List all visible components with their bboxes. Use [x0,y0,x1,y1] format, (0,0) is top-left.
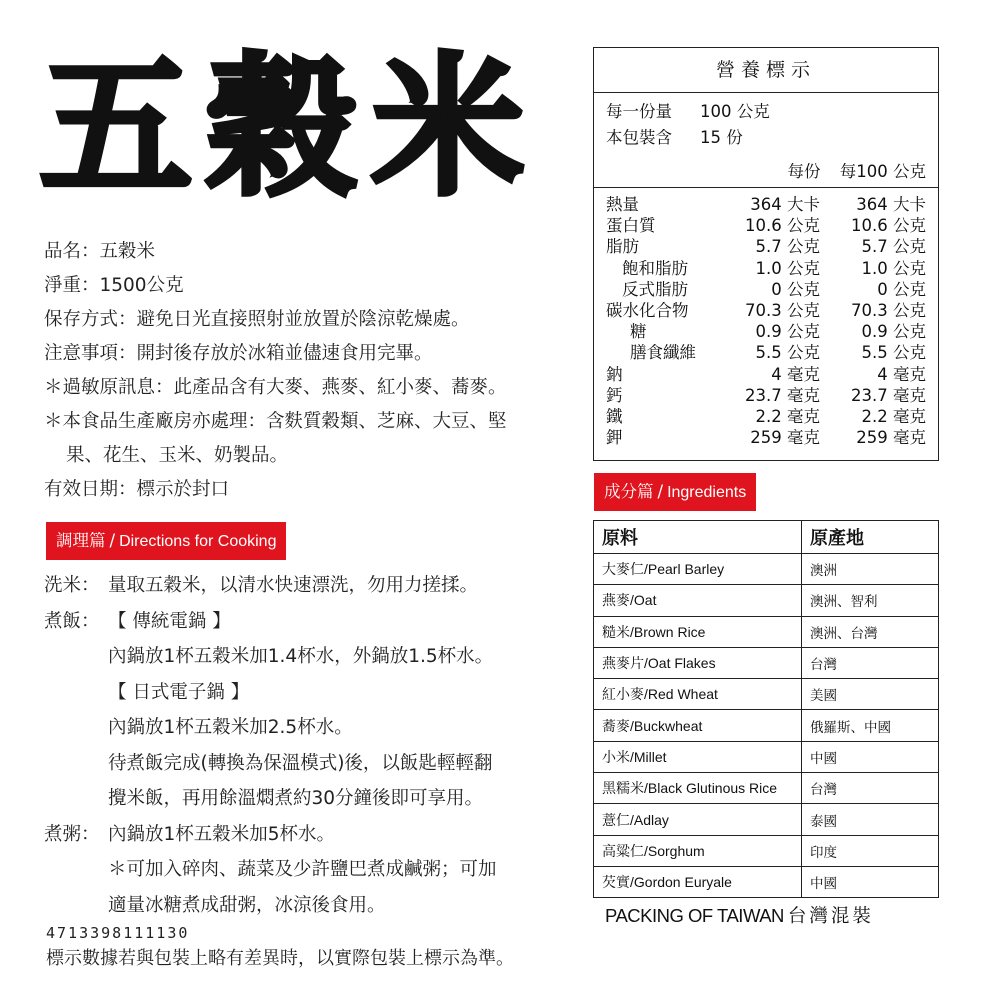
table-row [594,554,939,585]
ingredient-name: 高粱仁/Sorghum [594,835,802,866]
factory-info-cont: 果、花生、玉米、奶製品。 [66,445,289,466]
ingredients-table [593,520,939,898]
net-weight: 淨重：1500公克 [44,275,184,296]
nutrient-per-100g: 4 毫克 [877,364,926,384]
nutrition-facts-box [593,47,939,461]
servings-row [606,125,926,151]
nutrient-name: 鐵 [606,407,623,427]
nutrient-per-100g: 70.3 公克 [851,301,926,321]
table-row [594,741,939,772]
porridge-note2: 適量冰糖煮成甜粥，冰涼後食用。 [108,894,386,916]
ingredients-table-body [594,554,939,898]
nutrition-row [606,385,926,406]
nutrition-row [606,364,926,385]
ingredient-name: 紅小麥/Red Wheat [594,679,802,710]
nutrition-row [606,279,926,300]
nutrient-per-100g: 1.0 公克 [861,258,926,278]
nutrient-per-serving: 5.5 公克 [755,343,820,363]
header-origin: 原產地 [802,521,939,554]
nutrient-per-serving: 5.7 公克 [755,237,820,257]
nutrient-per-100g: 259 毫克 [856,428,926,448]
cooking-tag-en: Directions for Cooking [119,533,277,550]
nutrient-name: 鈉 [606,364,623,384]
nutrient-per-100g: 364 大卡 [856,195,926,214]
nutrient-name: 碳水化合物 [606,301,689,321]
ingredient-name: 薏仁/Adlay [594,804,802,835]
ingredient-origin: 俄羅斯、中國 [802,710,939,741]
ingredient-origin: 中國 [802,741,939,772]
table-row [594,804,939,835]
ingredient-name: 芡實/Gordon Euryale [594,866,802,897]
nutrient-per-serving: 0 公克 [771,279,820,299]
table-row [594,679,939,710]
factory-info: ＊本食品生產廠房亦處理：含麩質穀類、芝麻、大豆、堅 [44,411,507,432]
table-row [594,710,939,741]
wash-text: 量取五穀米，以清水快速漂洗，勿用力搓揉。 [108,575,479,596]
nutrient-per-serving: 2.2 毫克 [755,407,820,427]
nutrition-row [606,300,926,321]
disclaimer: 標示數據若與包裝上略有差異時，以實際包裝上標示為準。 [46,948,514,969]
nutrient-per-serving: 259 毫克 [750,428,820,448]
ingredients-tag-en: Ingredients [667,484,747,501]
ingredient-origin: 中國 [802,866,939,897]
ingredient-origin: 台灣 [802,647,939,678]
cook-japanese-text2: 待煮飯完成(轉換為保溫模式)後，以飯匙輕輕翻 [108,752,493,774]
ingredient-origin: 澳洲 [802,554,939,585]
nutrient-per-100g: 0.9 公克 [861,322,926,342]
nutrient-name: 蛋白質 [606,216,656,236]
nutrition-row [606,406,926,427]
ingredient-name: 黑糯米/Black Glutinous Rice [594,773,802,804]
ingredient-origin: 泰國 [802,804,939,835]
cooking-directions [44,568,584,923]
column-per-serving: 每份 [787,162,821,181]
packing-zh: 台灣混裝 [787,906,874,927]
table-row [594,647,939,678]
ingredients-tag-zh: 成分篇 [604,482,654,501]
ingredient-origin: 台灣 [802,773,939,804]
wash-step [44,568,584,604]
ingredient-name: 糙米/Brown Rice [594,616,802,647]
title-char: 五 [40,39,192,216]
notice: 注意事項：開封後存放於冰箱並儘速食用完畢。 [44,343,433,364]
nutrition-row [606,342,926,363]
cooking-section-tag [46,522,286,560]
serving-label: 每一份量 [606,102,672,121]
ingredient-origin: 印度 [802,835,939,866]
nutrient-name: 反式脂肪 [622,279,688,299]
nutrient-name: 膳食纖維 [630,343,696,363]
packing-en: PACKING OF TAIWAN [605,905,784,926]
porridge-note1: ＊可加入碎肉、蔬菜及少許鹽巴煮成鹹粥；可加 [108,859,497,880]
nutrient-per-serving: 0.9 公克 [755,322,820,342]
nutrient-per-100g: 0 公克 [877,279,926,299]
cook-traditional-text: 內鍋放1杯五穀米加1.4杯水，外鍋放1.5杯水。 [108,646,494,667]
product-info [44,235,584,507]
nutrition-column-headers [774,159,927,185]
nutrient-per-100g: 23.7 毫克 [851,385,926,405]
table-header-row [594,521,939,554]
ingredient-origin: 澳洲、台灣 [802,616,939,647]
ingredients-section-tag [594,473,756,511]
barcode-number: 4713398111130 [46,924,190,942]
porridge-text: 內鍋放1杯五穀米加5杯水。 [108,823,336,845]
cook-japanese-heading: 【 日式電子鍋 】 [108,681,250,703]
expiry-date: 有效日期：標示於封口 [44,479,230,500]
product-name: 品名：五穀米 [44,241,156,262]
nutrient-per-100g: 5.5 公克 [861,343,926,363]
nutrient-per-serving: 10.6 公克 [745,216,820,236]
servings-label: 本包裝含 [606,128,672,147]
title-char: 穀 [206,39,358,216]
table-row [594,835,939,866]
nutrition-rows [594,188,938,448]
cook-label: 煮飯： [44,610,100,632]
ingredient-name: 大麥仁/Pearl Barley [594,554,802,585]
column-per-100g: 每100 公克 [839,162,926,181]
nutrient-name: 鈣 [606,385,623,405]
nutrition-row [606,215,926,236]
serving-info [594,93,938,188]
nutrient-per-100g: 5.7 公克 [861,237,926,257]
ingredient-origin: 澳洲、智利 [802,585,939,616]
nutrition-row [606,427,926,448]
nutrient-name: 脂肪 [606,237,639,257]
ingredient-name: 蕎麥/Buckwheat [594,710,802,741]
cooking-tag-zh: 調理篇 [56,531,106,550]
title-char: 米 [372,39,524,216]
nutrient-per-serving: 1.0 公克 [755,258,820,278]
ingredient-name: 燕麥/Oat [594,585,802,616]
serving-value: 100 公克 [700,102,770,121]
nutrient-per-serving: 4 毫克 [771,364,820,384]
nutrient-per-100g: 2.2 毫克 [861,407,926,427]
nutrient-name: 熱量 [606,195,639,214]
packing-origin [605,902,874,928]
nutrient-name: 鉀 [606,428,623,448]
storage-method: 保存方式：避免日光直接照射並放置於陰涼乾燥處。 [44,309,470,330]
cook-traditional-heading: 【 傳統電鍋 】 [108,610,231,632]
cook-japanese-text3: 攪米飯，再用餘溫燜煮約30分鐘後即可享用。 [108,788,484,809]
tag-separator: / [109,531,116,550]
nutrient-name: 飽和脂肪 [622,258,688,278]
serving-size-row [606,99,926,125]
table-row [594,773,939,804]
porridge-step [44,817,584,853]
nutrient-per-serving: 364 大卡 [750,195,820,214]
nutrition-row [606,194,926,215]
nutrition-row [606,258,926,279]
nutrition-row [606,321,926,342]
nutrient-per-serving: 23.7 毫克 [745,385,820,405]
table-row [594,616,939,647]
porridge-label: 煮粥： [44,823,100,845]
cook-japanese-text: 內鍋放1杯五穀米加2.5杯水。 [108,717,353,738]
nutrient-per-serving: 70.3 公克 [745,301,820,321]
product-title [40,39,550,216]
table-row [594,866,939,897]
ingredient-name: 小米/Millet [594,741,802,772]
nutrition-header: 營養標示 [594,48,938,93]
table-row [594,585,939,616]
wash-label: 洗米： [44,575,100,596]
tag-separator: / [657,482,664,501]
nutrient-per-100g: 10.6 公克 [851,216,926,236]
allergen-info: ＊過敏原訊息：此產品含有大麥、燕麥、紅小麥、蕎麥。 [44,377,507,398]
ingredient-name: 燕麥片/Oat Flakes [594,647,802,678]
servings-value: 15 份 [700,128,743,147]
nutrient-name: 糖 [630,322,647,342]
cook-step [44,604,584,640]
ingredient-origin: 美國 [802,679,939,710]
header-ingredient: 原料 [594,521,802,554]
nutrition-row [606,236,926,257]
